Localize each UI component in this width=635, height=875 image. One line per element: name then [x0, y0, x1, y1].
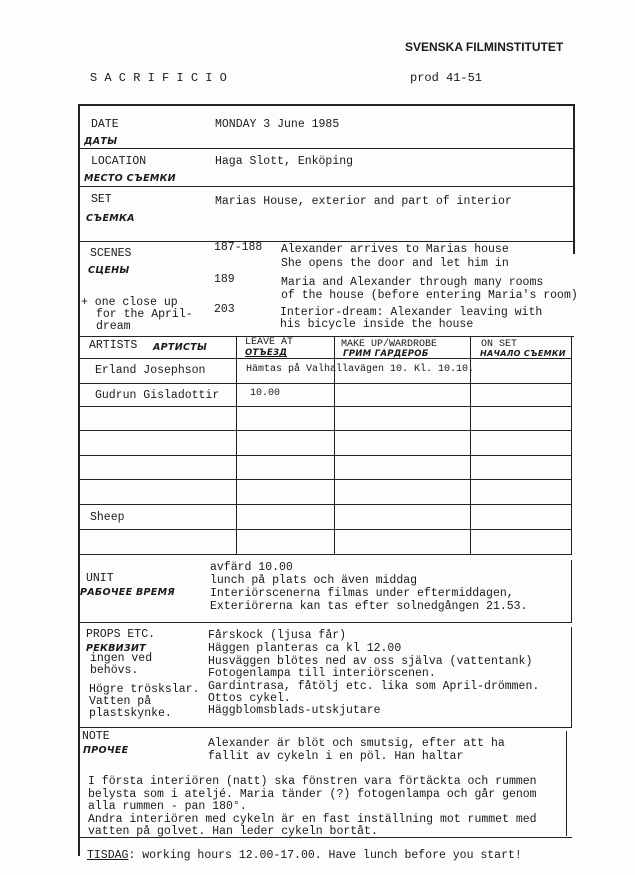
- scenes-extra-1: + one close up: [81, 296, 178, 309]
- props-label: PROPS ETC.: [86, 628, 156, 641]
- scenes-extra-2: for the April-: [96, 308, 193, 321]
- props-note: behövs.: [90, 664, 139, 677]
- props-note: Högre tröskslar.: [89, 683, 200, 696]
- leave-header: LEAVE AT: [245, 337, 294, 348]
- footer: [87, 849, 522, 862]
- note-body: vatten på golvet. Han leder cykeln bortåt.: [88, 825, 378, 838]
- props-line: Gardintrasa, fåtölj etc. lika som April-drömmen.: [208, 680, 540, 693]
- scene-number: 203: [214, 303, 235, 316]
- footer-text: : working hours 12.00-17.00. Have lunch before you start!: [128, 849, 522, 862]
- onset-header: ON SET: [481, 339, 518, 350]
- unit-label-ru: РАБОЧЕЕ ВРЕМЯ: [80, 587, 175, 598]
- makeup-header-ru: ГРИМ ГАРДЕРОБ: [343, 349, 429, 359]
- note-body: belysta som i ateljé. Maria tänder (?) fotogenlampa och går genom: [88, 788, 537, 801]
- unit-line: avfärd 10.00: [210, 561, 293, 574]
- note-body: I första interiören (natt) ska fönstren vara förtäckta och rummen: [88, 775, 537, 788]
- note-intro: fallit av cykeln i en pöl. Han haltar: [208, 750, 464, 763]
- artists-header-ru: АРТИСТЫ: [153, 342, 208, 353]
- props-line: Ottos cykel.: [208, 692, 291, 705]
- scenes-extra-3: dream: [96, 320, 131, 333]
- location-label: LOCATION: [91, 155, 147, 168]
- production-number: prod 41-51: [410, 71, 483, 85]
- scene-line: his bicycle inside the house: [280, 318, 474, 331]
- footer-day: TISDAG: [87, 849, 129, 862]
- props-label-ru: РЕКВИЗИТ: [86, 643, 146, 654]
- location-value: Haga Slott, Enköping: [215, 155, 354, 168]
- location-label-ru: МЕСТО СЪЕМКИ: [84, 173, 176, 184]
- props-note: Vatten på: [89, 695, 152, 708]
- note-body: Andra interiören med cykeln är en fast inställning mot rummet med: [88, 813, 537, 826]
- unit-line: lunch på plats och även middag: [210, 574, 418, 587]
- unit-line: Interiörscenerna filmas under eftermiddagen,: [210, 587, 514, 600]
- artist-name: Gudrun Gisladottir: [95, 389, 220, 402]
- set-label-ru: СЪЕМКА: [86, 213, 135, 224]
- scene-line: She opens the door and let him in: [281, 257, 509, 270]
- artists-header: ARTISTS: [89, 339, 138, 352]
- note-label-ru: ПРОЧЕЕ: [83, 745, 129, 756]
- props-note: ingen ved: [90, 652, 153, 665]
- film-title: S A C R I F I C I O: [90, 71, 227, 85]
- artist-name: Erland Josephson: [95, 364, 206, 377]
- scene-line: Alexander arrives to Marias house: [281, 243, 509, 256]
- org-name: SVENSKA FILMINSTITUTET: [405, 40, 564, 54]
- scene-line: of the house (before entering Maria's room): [281, 289, 578, 302]
- unit-line: Exteriörerna kan tas efter solnedgången 21.53.: [210, 600, 528, 613]
- props-line: Fårskock (ljusa får): [208, 629, 347, 642]
- artist-leave: Hämtas på Valhallavägen 10. Kl. 10.10.: [246, 364, 475, 375]
- unit-label: UNIT: [86, 572, 114, 585]
- date-value: MONDAY 3 June 1985: [215, 118, 340, 131]
- props-line: Häggblomsblads-utskjutare: [208, 704, 381, 717]
- note-intro: Alexander är blöt och smutsig, efter att ha: [208, 737, 505, 750]
- props-note: plastskynke.: [89, 707, 172, 720]
- note-body: alla rummen - pan 180°.: [88, 800, 247, 813]
- scene-line: Maria and Alexander through many rooms: [281, 276, 544, 289]
- leave-header-ru: ОТЪЕЗД: [245, 348, 288, 358]
- props-line: Häggen planteras ca kl 12.00: [208, 642, 402, 655]
- onset-header-ru: НАЧАЛО СЪЕМКИ: [480, 349, 566, 358]
- scene-line: Interior-dream: Alexander leaving with: [280, 306, 543, 319]
- scenes-label: SCENES: [90, 247, 132, 260]
- scene-number: 187-188: [214, 241, 263, 254]
- set-label: SET: [91, 193, 112, 206]
- set-value: Marias House, exterior and part of interior: [215, 195, 512, 208]
- props-line: Fotogenlampa till interiörscenen.: [208, 667, 436, 680]
- makeup-header: MAKE UP/WARDROBE: [341, 339, 438, 350]
- date-label-ru: ДАТЫ: [84, 136, 118, 147]
- note-label: NOTE: [82, 730, 110, 743]
- props-line: Husväggen blötes ned av oss själva (vattentank): [208, 655, 533, 668]
- scenes-label-ru: СЦЕНЫ: [88, 265, 130, 276]
- artist-leave: 10.00: [250, 388, 281, 399]
- date-label: DATE: [91, 118, 119, 131]
- scene-number: 189: [214, 273, 235, 286]
- artist-name: Sheep: [90, 511, 125, 524]
